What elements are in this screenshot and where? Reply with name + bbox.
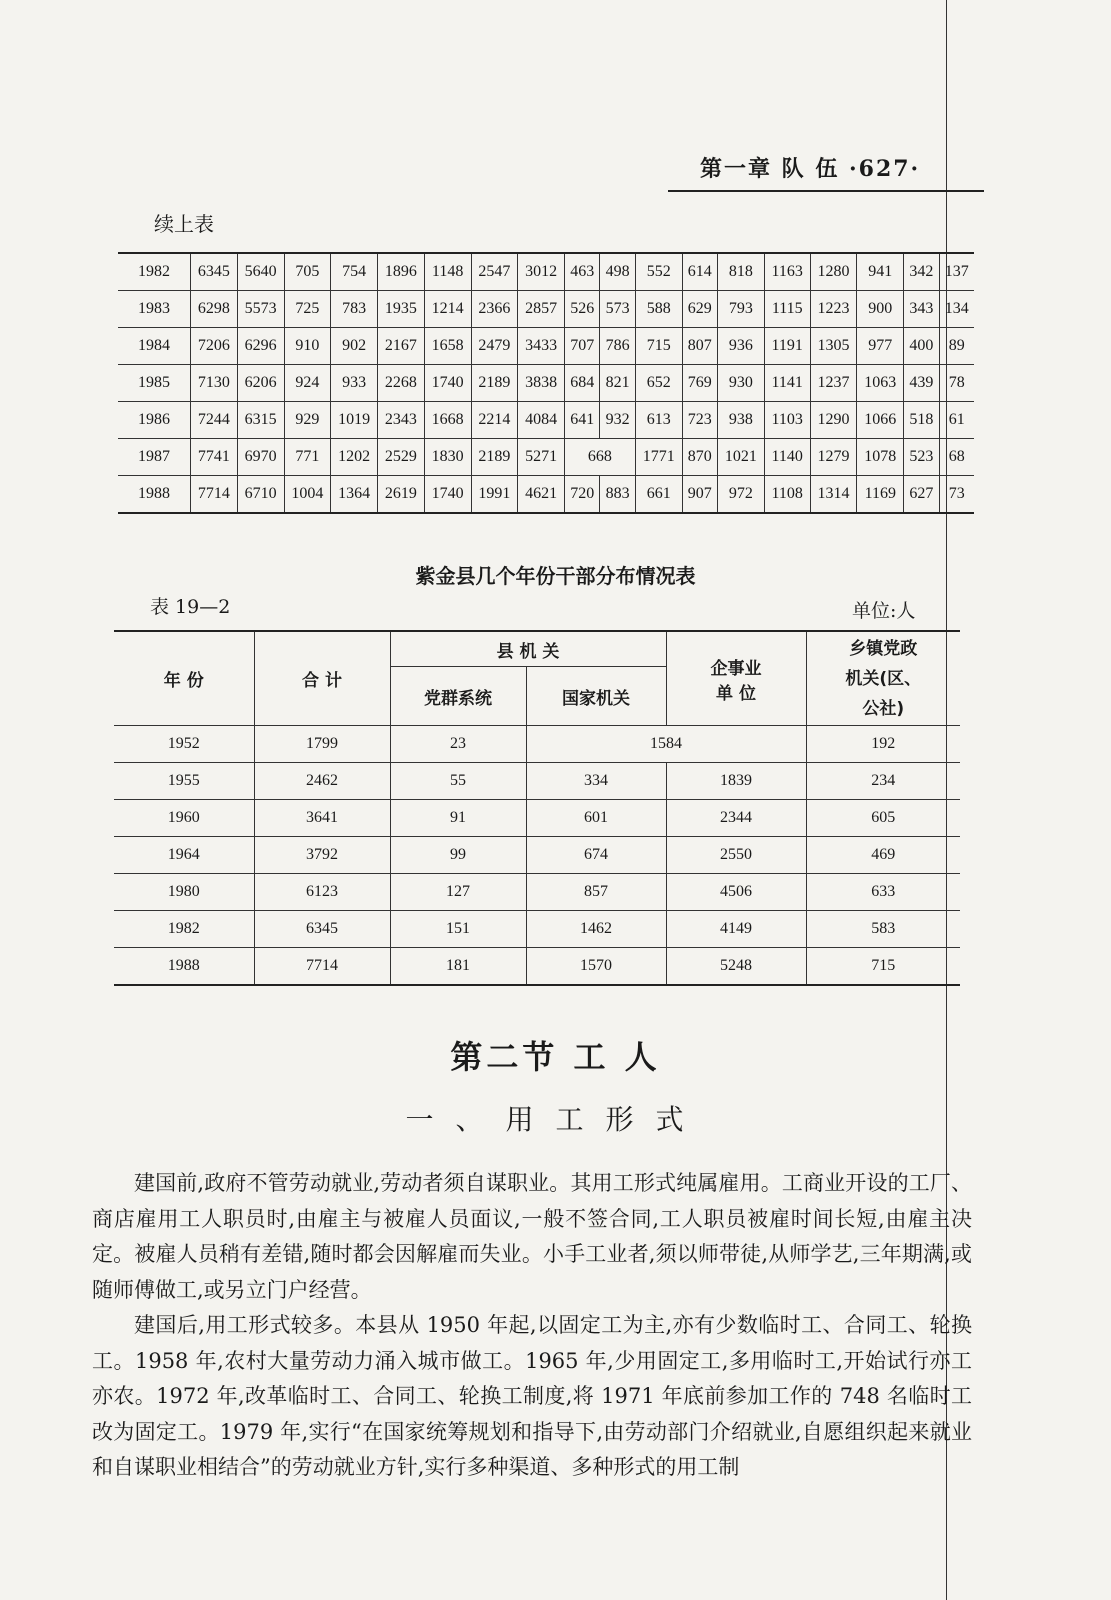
table-cell: 652 [635,365,682,402]
table-cell: 720 [565,476,600,514]
table-cell: 1237 [810,365,857,402]
table-cell: 463 [565,253,600,291]
table-cell: 588 [635,291,682,328]
table-cell: 2547 [471,253,518,291]
table-cell: 1658 [424,328,471,365]
table-cell: 6206 [237,365,284,402]
table-cell: 705 [284,253,331,291]
table-cell: 1103 [764,402,810,439]
table-cell: 523 [904,439,939,476]
table-row [114,800,960,837]
table-cell: 668 [565,439,636,476]
table-cell: 68 [939,439,974,476]
township-cell: 192 [806,726,960,763]
table-cell: 2343 [378,402,425,439]
table-cell: 1314 [810,476,857,514]
table-cell: 936 [718,328,765,365]
enterprise-cell: 2550 [666,837,806,874]
year-cell: 1988 [118,476,191,514]
table-cell: 1214 [424,291,471,328]
table-cell: 73 [939,476,974,514]
table-cell: 2214 [471,402,518,439]
continued-table-label: 续上表 [154,212,214,236]
table-cell: 1305 [810,328,857,365]
table-cell: 6345 [191,253,238,291]
table-cell: 771 [284,439,331,476]
table-cell: 783 [331,291,378,328]
table-cell: 2366 [471,291,518,328]
table-cell: 2619 [378,476,425,514]
township-cell: 234 [806,763,960,800]
year-cell: 1980 [114,874,254,911]
table-row [118,253,974,291]
enterprise-cell: 2344 [666,800,806,837]
table-cell: 1019 [331,402,378,439]
party-cell: 55 [390,763,526,800]
table-cell: 400 [904,328,939,365]
year-cell: 1983 [118,291,191,328]
table2-title: 紫金县几个年份干部分布情况表 [415,564,696,588]
township-cell: 633 [806,874,960,911]
header-state-organs: 国家机关 [526,667,666,726]
header-party-system: 党群系统 [390,667,526,726]
subsection-title: 一、用工形式 [405,1103,706,1136]
table-cell: 1140 [764,439,810,476]
table-cell: 5271 [518,439,565,476]
table-cell: 78 [939,365,974,402]
table-cell: 1740 [424,365,471,402]
party-cell: 91 [390,800,526,837]
table-cell: 932 [600,402,635,439]
body-text [92,1166,972,1486]
table-cell: 7244 [191,402,238,439]
township-cell: 469 [806,837,960,874]
total-cell: 3792 [254,837,390,874]
table-cell: 754 [331,253,378,291]
header-enterprise: 企事业 单 位 [666,631,806,726]
table-cell: 3838 [518,365,565,402]
table-row [118,365,974,402]
table-row [114,837,960,874]
year-cell: 1964 [114,837,254,874]
table-cell: 769 [682,365,717,402]
party-cell: 127 [390,874,526,911]
party-cell: 23 [390,726,526,763]
table-cell: 6970 [237,439,284,476]
table-cell: 2857 [518,291,565,328]
table-cell: 1290 [810,402,857,439]
table-cell: 3433 [518,328,565,365]
table-cell: 552 [635,253,682,291]
table-cell: 924 [284,365,331,402]
year-cell: 1952 [114,726,254,763]
township-cell: 605 [806,800,960,837]
table-cell: 786 [600,328,635,365]
table-cell: 1740 [424,476,471,514]
table-cell: 7130 [191,365,238,402]
table-cell: 661 [635,476,682,514]
table-cell: 2189 [471,439,518,476]
state-cell: 857 [526,874,666,911]
table-cell: 870 [682,439,717,476]
state-cell: 334 [526,763,666,800]
table-cell: 883 [600,476,635,514]
year-cell: 1982 [114,911,254,948]
table-cell: 1830 [424,439,471,476]
year-cell: 1986 [118,402,191,439]
table-cell: 1223 [810,291,857,328]
table-cell: 929 [284,402,331,439]
table-cell: 977 [857,328,904,365]
table-cell: 1163 [764,253,810,291]
state-cell: 601 [526,800,666,837]
header-township: 乡镇党政 机关(区、 公社) [806,631,960,726]
state-cell: 1462 [526,911,666,948]
state-cell: 1570 [526,948,666,986]
enterprise-cell: 1839 [666,763,806,800]
header-year: 年 份 [114,631,254,726]
table-cell: 641 [565,402,600,439]
table-cell: 907 [682,476,717,514]
table-cell: 4621 [518,476,565,514]
table-cell: 2167 [378,328,425,365]
table-cell: 342 [904,253,939,291]
table-cell: 930 [718,365,765,402]
table-row [114,726,960,763]
table-cell: 61 [939,402,974,439]
total-cell: 6345 [254,911,390,948]
table-row [118,291,974,328]
table-cell: 3012 [518,253,565,291]
table-cell: 1078 [857,439,904,476]
table-cell: 89 [939,328,974,365]
table-cell: 6296 [237,328,284,365]
table-cell: 7714 [191,476,238,514]
table-cell: 1668 [424,402,471,439]
table-cell: 793 [718,291,765,328]
cadre-distribution-table [114,630,960,986]
table-cell: 933 [331,365,378,402]
year-cell: 1960 [114,800,254,837]
table-cell: 614 [682,253,717,291]
table-cell: 1280 [810,253,857,291]
table-cell: 498 [600,253,635,291]
merged-cell: 1584 [526,726,806,763]
table-cell: 1021 [718,439,765,476]
table-cell: 627 [904,476,939,514]
party-cell: 99 [390,837,526,874]
table-cell: 2479 [471,328,518,365]
table-cell: 1063 [857,365,904,402]
table-cell: 1202 [331,439,378,476]
table-cell: 573 [600,291,635,328]
table-cell: 941 [857,253,904,291]
table-cell: 2189 [471,365,518,402]
continued-table [118,252,974,514]
table-cell: 1279 [810,439,857,476]
table-cell: 5640 [237,253,284,291]
table-cell: 821 [600,365,635,402]
total-cell: 6123 [254,874,390,911]
table-cell: 1771 [635,439,682,476]
paragraph-2: 建国后,用工形式较多。本县从 1950 年起,以固定工为主,亦有少数临时工、合同工、轮换工。1958 年,农村大量劳动力涌入城市做工。1965 年,少用固定工,多用临时工,开始试行亦工亦农。1972 年,改革临时工、合同工、轮换工制度,将 1971 年底前参加工作的 748 名临时工改为固定工。1979 年,实行“在国家统筹规划和指导下,由劳动部门介绍就业,自愿组织起来就业和自谋职业相结合”的劳动就业方针,实行多种渠道、多种形式的用工制 [92,1313,972,1479]
total-cell: 7714 [254,948,390,986]
year-cell: 1985 [118,365,191,402]
table-cell: 725 [284,291,331,328]
table2-label: 表 19—2 [150,596,231,618]
year-cell: 1987 [118,439,191,476]
township-cell: 583 [806,911,960,948]
table-cell: 1115 [764,291,810,328]
table-cell: 1191 [764,328,810,365]
table-cell: 6315 [237,402,284,439]
township-cell: 715 [806,948,960,986]
table-cell: 629 [682,291,717,328]
header-county-organs: 县 机 关 [390,631,666,667]
table-cell: 4084 [518,402,565,439]
enterprise-cell: 4149 [666,911,806,948]
table-cell: 6710 [237,476,284,514]
table-cell: 1108 [764,476,810,514]
total-cell: 3641 [254,800,390,837]
header-total: 合 计 [254,631,390,726]
year-cell: 1988 [114,948,254,986]
table-cell: 613 [635,402,682,439]
table-cell: 938 [718,402,765,439]
table-cell: 5573 [237,291,284,328]
section-title: 第二节 工 人 [450,1038,661,1076]
table-row [118,328,974,365]
table-cell: 1896 [378,253,425,291]
party-cell: 181 [390,948,526,986]
table-row [114,763,960,800]
table-cell: 1004 [284,476,331,514]
table-cell: 1935 [378,291,425,328]
table-row [114,911,960,948]
table-cell: 715 [635,328,682,365]
year-cell: 1982 [118,253,191,291]
enterprise-cell: 5248 [666,948,806,986]
table-row [114,948,960,986]
table-cell: 2268 [378,365,425,402]
table-cell: 684 [565,365,600,402]
table-cell: 518 [904,402,939,439]
paragraph-1: 建国前,政府不管劳动就业,劳动者须自谋职业。其用工形式纯属雇用。工商业开设的工厂、商店雇用工人职员时,由雇主与被雇人员面议,一般不签合同,工人职员被雇时间长短,由雇主决定。被雇人员稍有差错,随时都会因解雇而失业。小手工业者,须以师带徒,从师学艺,三年期满,或随师傅做工,或另立门户经营。 [92,1171,972,1302]
table-cell: 900 [857,291,904,328]
table-cell: 6298 [191,291,238,328]
table-cell: 1991 [471,476,518,514]
table-cell: 1169 [857,476,904,514]
enterprise-cell: 4506 [666,874,806,911]
table-cell: 526 [565,291,600,328]
table-cell: 972 [718,476,765,514]
table-cell: 807 [682,328,717,365]
table-row [114,874,960,911]
year-cell: 1955 [114,763,254,800]
table-cell: 137 [939,253,974,291]
table-cell: 2529 [378,439,425,476]
table-cell: 910 [284,328,331,365]
table-cell: 818 [718,253,765,291]
table-cell: 343 [904,291,939,328]
table-cell: 7741 [191,439,238,476]
table2-unit: 单位:人 [852,600,916,622]
table-row [118,402,974,439]
total-cell: 1799 [254,726,390,763]
table-cell: 902 [331,328,378,365]
table-cell: 134 [939,291,974,328]
table-cell: 1141 [764,365,810,402]
table-row [118,439,974,476]
table-cell: 1148 [424,253,471,291]
table-cell: 439 [904,365,939,402]
table-cell: 723 [682,402,717,439]
table-cell: 1364 [331,476,378,514]
running-header: 第一章 队 伍 ·627· [700,156,921,182]
table-row [118,476,974,514]
year-cell: 1984 [118,328,191,365]
table-cell: 1066 [857,402,904,439]
table-cell: 707 [565,328,600,365]
total-cell: 2462 [254,763,390,800]
header-rule [668,190,984,192]
state-cell: 674 [526,837,666,874]
table-cell: 7206 [191,328,238,365]
party-cell: 151 [390,911,526,948]
